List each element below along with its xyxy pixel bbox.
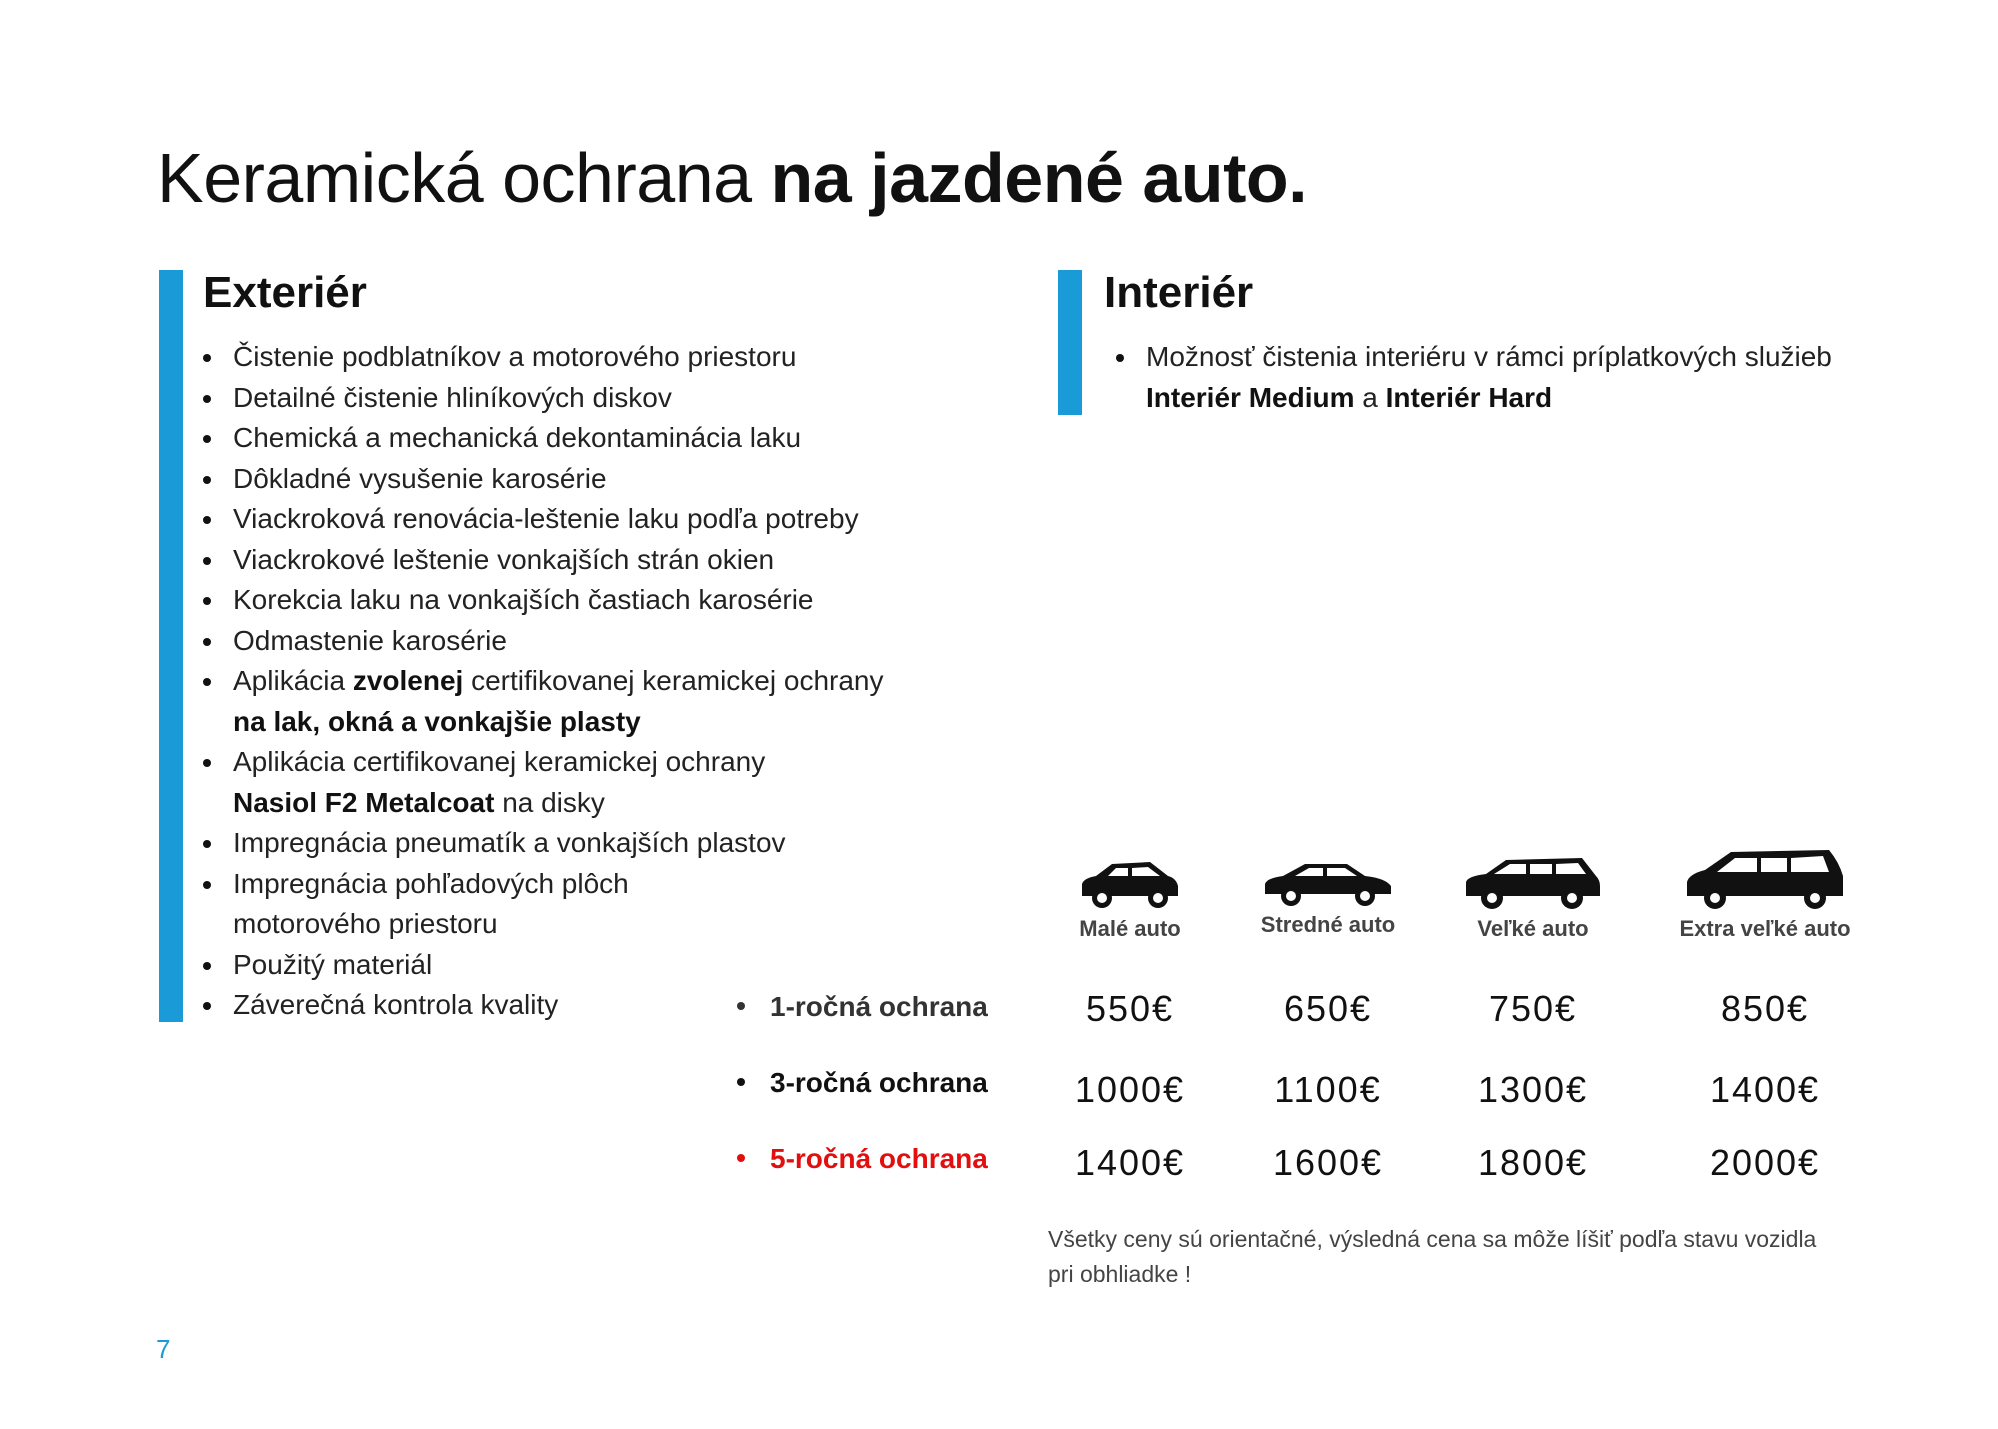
plan-3-year: 3-ročná ochrana xyxy=(737,1067,988,1099)
price: 1300€ xyxy=(1477,1069,1589,1110)
exterior-item: Chemická a mechanická dekontaminácia laku xyxy=(199,418,979,459)
plan-1-year: 1-ročná ochrana xyxy=(737,991,988,1023)
exterior-item: Použitý materiál xyxy=(199,945,979,986)
exterior-item: Čistenie podblatníkov a motorového priestoru xyxy=(199,337,979,378)
title-bold: na jazdené auto. xyxy=(770,139,1308,217)
price: 550€ xyxy=(1085,988,1175,1029)
price: 750€ xyxy=(1488,988,1578,1029)
price: 2000€ xyxy=(1709,1142,1821,1183)
interior-item: Možnosť čistenia interiéru v rámci príplatkových služieb Interiér Medium a Interiér Hard xyxy=(1112,337,1832,418)
exterior-item: Dôkladné vysušenie karosérie xyxy=(199,459,979,500)
exterior-heading: Exteriér xyxy=(203,268,367,317)
exterior-item: Impregnácia pneumatík a vonkajších plastov xyxy=(199,823,979,864)
price: 1400€ xyxy=(1074,1142,1186,1183)
price: 1800€ xyxy=(1477,1142,1589,1183)
price: 1600€ xyxy=(1272,1142,1384,1183)
exterior-item: Odmastenie karosérie xyxy=(199,621,979,662)
exterior-item: Detailné čistenie hliníkových diskov xyxy=(199,378,979,419)
car-label: Veľké auto xyxy=(1477,916,1589,941)
price: 1000€ xyxy=(1074,1069,1186,1110)
price-note: Všetky ceny sú orientačné, výsledná cena sa môže líšiť podľa stavu vozidla pri obhliadke ! xyxy=(1048,1226,1817,1287)
title-normal: Keramická ochrana xyxy=(157,139,752,217)
car-label: Malé auto xyxy=(1079,916,1181,941)
page-title xyxy=(157,138,1307,218)
exterior-item-wheel-coating: Aplikácia certifikovanej keramickej ochrany Nasiol F2 Metalcoat na disky xyxy=(199,742,979,823)
price: 650€ xyxy=(1283,988,1373,1029)
page-number: 7 xyxy=(156,1334,171,1364)
interior-heading: Interiér xyxy=(1104,268,1254,317)
extra-large-car-icon xyxy=(1683,846,1847,910)
large-car-icon xyxy=(1462,852,1604,910)
plan-5-year: 5-ročná ochrana xyxy=(737,1143,988,1175)
exterior-item: Viackrokové leštenie vonkajších strán okien xyxy=(199,540,979,581)
exterior-list xyxy=(199,337,979,1026)
exterior-item: Impregnácia pohľadových plôch motorového priestoru xyxy=(199,864,753,945)
exterior-item: Záverečná kontrola kvality xyxy=(199,985,979,1026)
car-label: Extra veľké auto xyxy=(1679,916,1851,941)
car-large xyxy=(1448,852,1618,942)
price: 850€ xyxy=(1720,988,1810,1029)
interior-accent-bar xyxy=(1058,270,1082,415)
price: 1100€ xyxy=(1274,1069,1382,1110)
exterior-item: Korekcia laku na vonkajších častiach karosérie xyxy=(199,580,979,621)
price: 1400€ xyxy=(1709,1069,1821,1110)
car-extra-large xyxy=(1650,846,1880,942)
medium-car-icon xyxy=(1261,858,1395,906)
small-car-icon xyxy=(1076,858,1184,910)
exterior-accent-bar xyxy=(159,270,183,1022)
car-medium xyxy=(1243,858,1413,938)
car-small xyxy=(1055,858,1205,942)
interior-list xyxy=(1112,337,1832,418)
exterior-item-ceramic-application: Aplikácia zvolenej certifikovanej keramickej ochrany na lak, okná a vonkajšie plasty xyxy=(199,661,979,742)
exterior-item: Viackroková renovácia-leštenie laku podľa potreby xyxy=(199,499,979,540)
car-label: Stredné auto xyxy=(1260,912,1396,937)
